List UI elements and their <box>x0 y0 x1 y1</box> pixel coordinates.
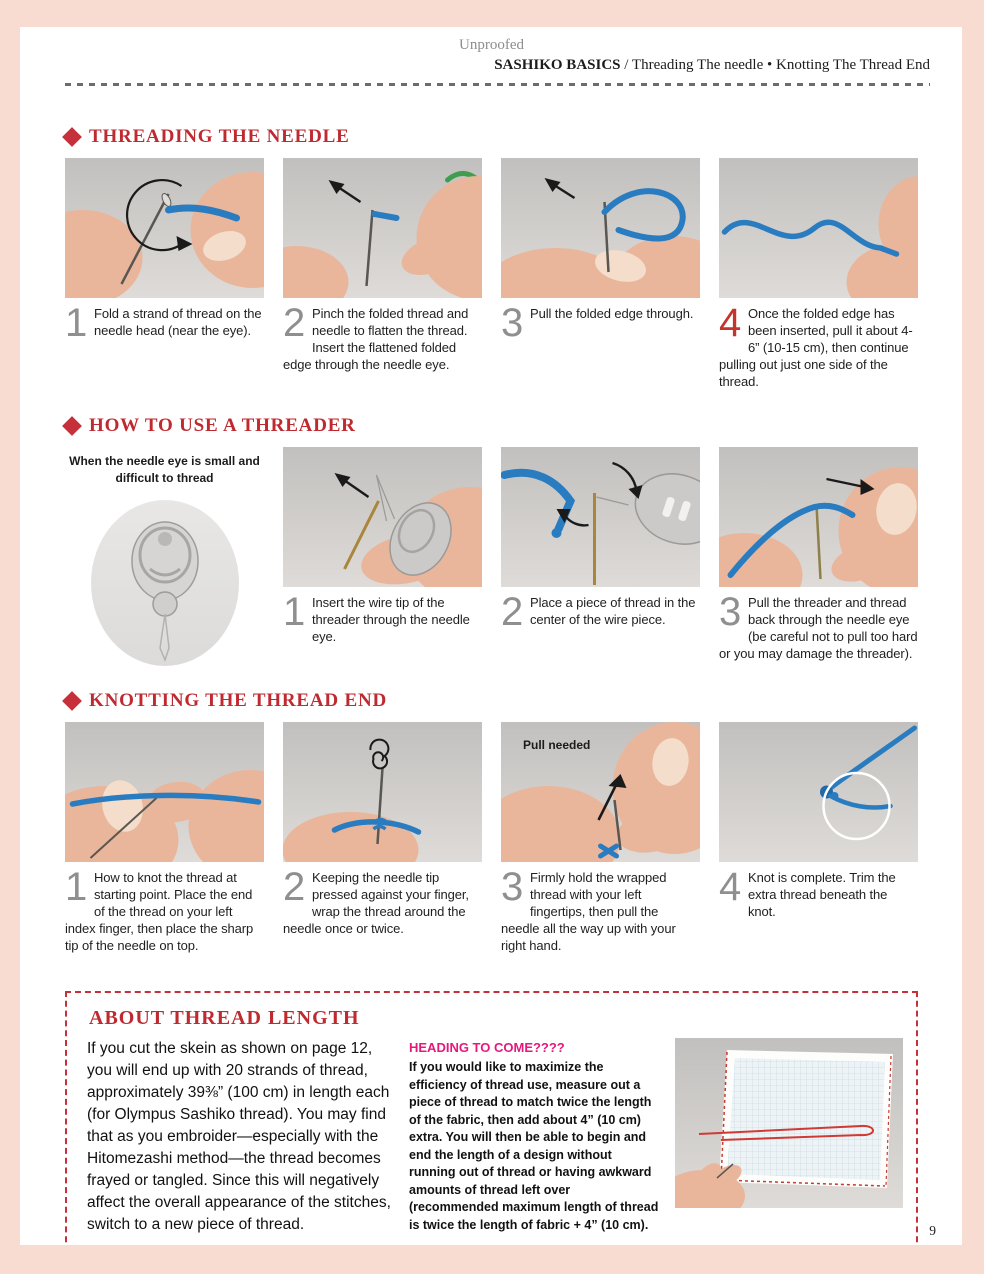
threader-note: When the needle eye is small and difficult to thread <box>69 454 260 485</box>
photo-threader-step2 <box>501 447 700 587</box>
step-caption <box>283 590 482 646</box>
step-number: 2 <box>283 865 304 910</box>
photo-threading-step3 <box>501 158 700 298</box>
step-caption <box>283 301 482 374</box>
step-caption <box>501 865 700 954</box>
section-heading <box>65 415 918 437</box>
step-text: Once the folded edge has been inserted, pull it about 4-6” (10-15 cm), then continue pulling out just one side of the thread. <box>719 306 913 389</box>
editor-note-body: If you would like to maximize the efficiency of thread use, measure out a piece of thread to match twice the length of the fabric, then add about 4” (10 cm) extra. You will then be able to begin and end the length of a design without running out of thread or having awkward amounts of thread left over (recommended maximum length of thread is twice the length of fabric + 4” (10 cm). <box>409 1060 659 1232</box>
step-text: Place a piece of thread in the center of the wire piece. <box>530 595 696 628</box>
step-caption <box>719 590 918 663</box>
step-text: Firmly hold the wrapped thread with your left fingertips, then pull the needle all the way up with your right hand. <box>501 870 676 953</box>
knotting-step2-column <box>283 722 482 967</box>
step-text: Pinch the folded thread and needle to flatten the thread. Insert the flattened folded edge through the needle eye. <box>283 306 469 372</box>
photo-knotting-step3 <box>501 722 700 862</box>
section-heading <box>65 126 918 148</box>
knotting-step3-column <box>501 722 700 967</box>
threading-step2-column <box>283 158 482 403</box>
photo-knotting-step2 <box>283 722 482 862</box>
editor-note-heading: HEADING TO COME???? <box>409 1040 565 1056</box>
page-number: 9 <box>929 1223 936 1238</box>
section-threader <box>65 415 918 676</box>
step-text: Keeping the needle tip pressed against your finger, wrap the thread around the needle once or twice. <box>283 870 469 936</box>
section-title: KNOTTING THE THREAD END <box>89 690 388 712</box>
knotting-step1-column <box>65 722 264 967</box>
about-thread-length-box <box>65 991 918 1245</box>
step-number: 4 <box>719 865 740 910</box>
diamond-icon <box>62 691 82 711</box>
step-text: Insert the wire tip of the threader through the needle eye. <box>312 595 470 645</box>
step-number: 2 <box>283 301 304 345</box>
step-text: Pull the folded edge through. <box>530 306 694 321</box>
threader-step3-column <box>719 447 918 676</box>
photo-threader-step3 <box>719 447 918 587</box>
book-page <box>20 27 962 1245</box>
proof-watermark: Unproofed <box>459 37 524 53</box>
section-knotting <box>65 690 918 967</box>
chapter-subtitle: / Threading The needle • Knotting The Thread End <box>624 57 930 73</box>
step-number: 1 <box>65 301 86 345</box>
threader-intro-column <box>65 447 264 676</box>
step-text: Pull the threader and thread back through the needle eye (be careful not to pull too hard or you may damage the threader). <box>719 595 918 662</box>
step-number: 1 <box>283 590 304 635</box>
photo-threader-step1 <box>283 447 482 587</box>
section-heading <box>65 690 918 712</box>
running-head <box>65 57 930 74</box>
threader-step2-column <box>501 447 700 676</box>
knotting-step4-column <box>719 722 918 967</box>
photo-threading-step1 <box>65 158 264 298</box>
step-caption <box>501 301 700 345</box>
photo-needle-threader <box>91 500 239 666</box>
threader-step1-column <box>283 447 482 676</box>
threading-step4-column <box>719 158 918 403</box>
step-caption <box>283 865 482 938</box>
step-caption <box>65 865 264 954</box>
step-number: 2 <box>501 590 522 635</box>
header-divider <box>65 83 930 86</box>
threading-step3-column <box>501 158 700 403</box>
step-number: 3 <box>501 301 522 345</box>
step-number: 3 <box>501 865 522 910</box>
diamond-icon <box>62 127 82 147</box>
about-body-text: If you cut the skein as shown on page 12, you will end up with 20 strands of thread, approximately 39⅜” (100 cm) in length each (for Olympus Sashiko thread). You may find that as you embroider—especially with the Hitomezashi method—the thread becomes frayed or tangled. Since this will negatively affect the overall appearance of the stitches, switch to a new piece of thread. <box>87 1040 391 1234</box>
step-number: 3 <box>719 590 740 635</box>
photo-threading-step2 <box>283 158 482 298</box>
step-text: How to knot the thread at starting point. Place the end of the thread on your left index finger, then place the sharp tip of the needle on top. <box>65 870 254 953</box>
step-caption <box>719 865 918 921</box>
threading-step1-column <box>65 158 264 403</box>
section-threading <box>65 126 918 403</box>
step-text: Knot is complete. Trim the extra thread beneath the knot. <box>748 870 896 919</box>
photo-knotting-step1 <box>65 722 264 862</box>
photo-threading-step4 <box>719 158 918 298</box>
section-title: HOW TO USE A THREADER <box>89 415 356 437</box>
photo-knotting-step4 <box>719 722 918 862</box>
editor-note-column <box>409 1038 661 1236</box>
step-number: 1 <box>65 865 86 910</box>
section-title: THREADING THE NEEDLE <box>89 126 350 147</box>
about-box-title: ABOUT THREAD LENGTH <box>89 1007 360 1030</box>
step-caption <box>501 590 700 635</box>
photo-thread-length-fabric <box>675 1038 903 1208</box>
step-caption <box>719 301 918 390</box>
step-number: 4 <box>719 301 740 345</box>
diamond-icon <box>62 417 82 437</box>
photo-annotation: Pull needed <box>523 738 591 753</box>
step-text: Fold a strand of thread on the needle head (near the eye). <box>94 306 262 338</box>
book-title: SASHIKO BASICS <box>494 57 621 73</box>
step-caption <box>65 301 264 345</box>
